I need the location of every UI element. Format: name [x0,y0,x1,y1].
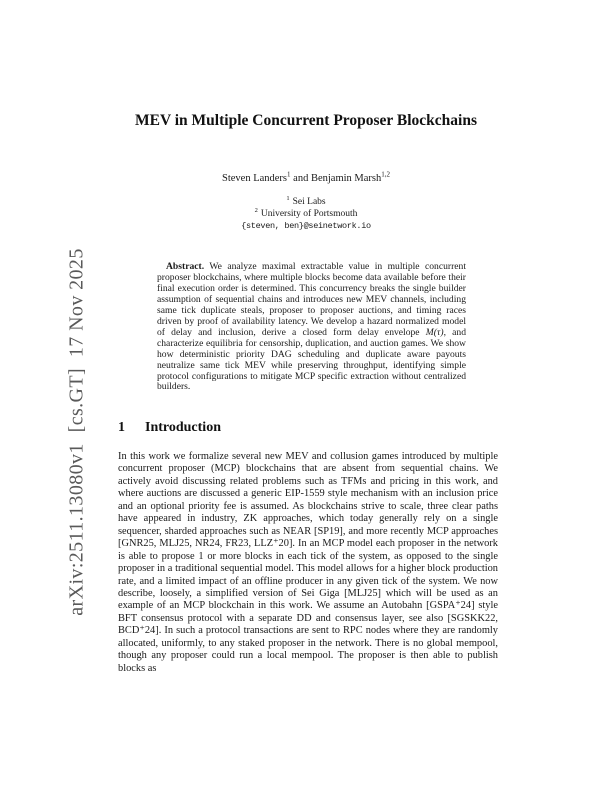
affiliation-2-name: University of Portsmouth [260,209,358,219]
math-delay-envelope: M(τ) [425,326,444,338]
paper-title: MEV in Multiple Concurrent Proposer Blockchains [134,112,478,129]
authors-line [116,170,496,184]
email-line: {steven, ben}@seinetwork.io [241,221,371,231]
authors-separator: and [290,173,311,184]
section-number: 1 [118,420,125,435]
arxiv-watermark: arXiv:2511.13080v1 [cs.GT] 17 Nov 2025 [65,248,88,616]
affiliations-block [116,196,496,232]
abstract-text-after-math: , and characterize equilibria for censorship, duplication, and auction games. We show how deterministic priority DAG scheduling and duplicate aware payouts neutralize same tick MEV while preserving throughput, identifying simple protocol configurations to mitigate MCP specific extraction without centralized builders. [157,326,467,393]
affiliation-2-superscript: 2 [254,206,258,214]
introduction-paragraph: In this work we formalize several new MEV and collusion games introduced by multiple concurrent proposer (MCP) blockchains that are absent from sequential chains. We actively avoid discussing related problems such as TFMs and pricing in this work, and where auctions are discussed a generic EIP-1559 style mechanism with an inclusion price and an optional priority fee is assumed. As blockchains strive to scale, three clear paths have appeared in industry, ZK approaches, which today generally rely on a single sequencer, sharded approaches such as NEAR [SP19], and more recently MCP approaches [GNR25, MLJ25, NR24, FR23, LLZ⁺20]. In an MCP model each proposer in the network is able to propose 1 or more blocks in each tick of the system, as opposed to the single proposer in a traditional sequential model. This model allows for a higher block production rate, and a limited impact of an offline producer in any given tick of the system. We now describe, loosely, a simplified version of Sei Giga [MLJ25] which will be used as an example of an MCP blockchain in this work. We assume an Autobahn [GSPA⁺24] style BFT consensus protocol with a separate DD and consensus layer, see also [SGSKK22, BCD⁺24]. In such a protocol transactions are sent to RPC nodes where they are randomly allocated, uniformly, to any staked proposer in the network. There is no global mempool, though any proposer could run a local mempool. The proposer is then able to publish blocks as [118,451,498,674]
author-2-superscript: 1,2 [381,170,390,179]
abstract-label: Abstract. [166,261,205,272]
affiliation-2 [116,208,496,220]
section-heading [118,420,498,436]
section-title: Introduction [145,420,221,435]
affiliation-1 [116,196,496,208]
affiliation-1-superscript: 1 [286,194,290,202]
author-name-1: Steven Landers [222,173,288,184]
affiliation-1-name: Sei Labs [292,197,326,207]
author-1-superscript: 1 [287,170,291,179]
author-name-2: Benjamin Marsh [310,173,382,184]
abstract-paragraph [157,262,466,393]
abstract-text-before-math: We analyze maximal extractable value in multiple concurrent proposer blockchains, where multiple blocks become data available before their final execution order is determined. This concurrency breaks the single builder assumption of sequential chains and introduces new MEV channels, including same tick duplicate steals, proposer to proposer auctions, and timing races driven by proof of availability latency. We develop a hazard normalized model of delay and inclusion, derive a closed form delay envelope [157,261,466,338]
